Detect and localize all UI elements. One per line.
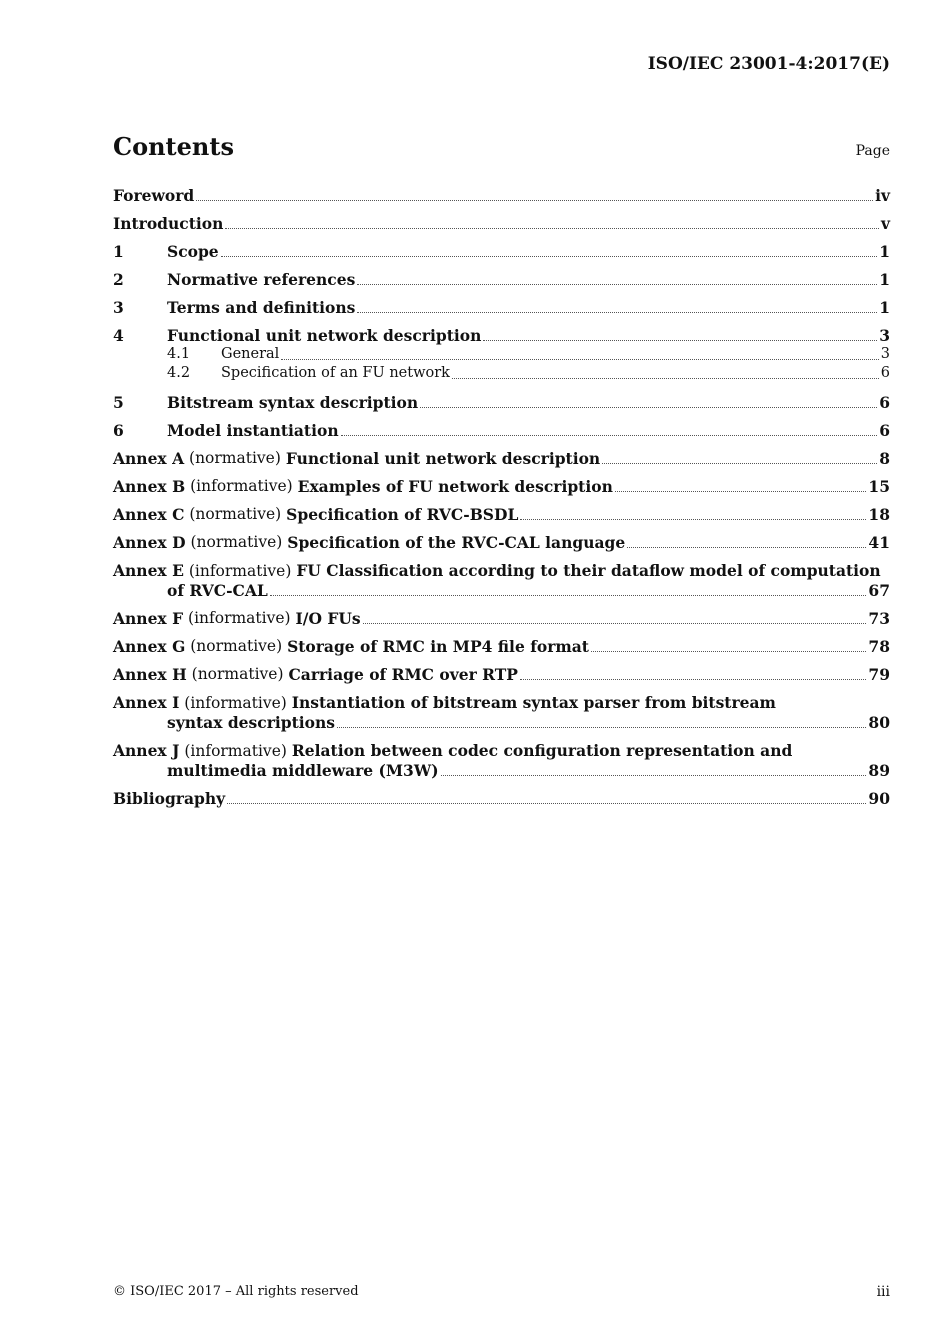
dot-leader bbox=[615, 490, 867, 492]
annex-id: Annex C bbox=[113, 505, 185, 524]
toc-entry-annex-e[interactable] bbox=[113, 561, 890, 600]
toc-entry-label: Foreword bbox=[113, 186, 195, 205]
toc-entry-annex-j[interactable] bbox=[113, 741, 890, 780]
annex-title: Storage of RMC in MP4 file format bbox=[287, 637, 589, 656]
toc-page-number: 90 bbox=[868, 789, 890, 808]
annex-id: Annex A bbox=[113, 449, 185, 468]
annex-type: (normative) bbox=[189, 449, 281, 467]
copyright-notice: © ISO/IEC 2017 – All rights reserved bbox=[113, 1284, 359, 1299]
dot-leader bbox=[483, 339, 877, 341]
annex-title: Relation between codec configuration representation and bbox=[291, 741, 793, 760]
annex-title: Specification of RVC-BSDL bbox=[286, 505, 519, 524]
section-number: 6 bbox=[113, 421, 124, 440]
annex-type: (normative) bbox=[189, 505, 282, 523]
annex-id: Annex E bbox=[113, 561, 184, 580]
annex-id: Annex I bbox=[113, 693, 180, 712]
annex-title: Specification of the RVC-CAL language bbox=[287, 533, 626, 552]
dot-leader bbox=[452, 377, 879, 379]
dot-leader bbox=[420, 406, 877, 408]
toc-page-number: 67 bbox=[868, 581, 890, 600]
annex-title: Carriage of RMC over RTP bbox=[288, 665, 518, 684]
section-number: 3 bbox=[113, 298, 124, 317]
toc-entry-label: Terms and definitions bbox=[167, 298, 356, 317]
toc-entry-foreword[interactable] bbox=[113, 186, 890, 205]
toc-entry-annex-b[interactable] bbox=[113, 477, 890, 496]
dot-leader bbox=[363, 622, 867, 624]
annex-title: FU Classification according to their dataflow model of computation bbox=[296, 561, 881, 580]
toc-entry-annex-g[interactable] bbox=[113, 637, 890, 656]
annex-id: Annex H bbox=[113, 665, 187, 684]
annex-title: I/O FUs bbox=[295, 609, 361, 628]
dot-leader bbox=[357, 311, 877, 313]
toc-entry-model-instantiation[interactable] bbox=[113, 421, 890, 440]
toc-page-number: v bbox=[880, 214, 890, 233]
section-number: 5 bbox=[113, 393, 124, 412]
toc-entry-label: Normative references bbox=[167, 270, 356, 289]
annex-id: Annex B bbox=[113, 477, 186, 496]
toc-page-number: 41 bbox=[868, 533, 890, 552]
dot-leader bbox=[337, 726, 866, 728]
annex-id: Annex G bbox=[113, 637, 186, 656]
toc-entry-label: Specification of an FU network bbox=[221, 365, 450, 381]
annex-id: Annex F bbox=[113, 609, 184, 628]
toc-page-number: 79 bbox=[868, 665, 890, 684]
annex-continuation-line bbox=[113, 761, 890, 780]
toc-entry-label: Scope bbox=[167, 242, 219, 261]
toc-page-number: 18 bbox=[868, 505, 890, 524]
toc-page-number: 1 bbox=[879, 242, 890, 261]
toc-entry-fu-network-description[interactable] bbox=[113, 326, 890, 345]
toc-page-number: 6 bbox=[879, 393, 890, 412]
dot-leader bbox=[196, 199, 873, 201]
toc-entry-annex-h[interactable] bbox=[113, 665, 890, 684]
annex-title-continuation: multimedia middleware (M3W) bbox=[167, 761, 439, 780]
annex-heading-line bbox=[113, 741, 890, 761]
toc-entry-terms-definitions[interactable] bbox=[113, 298, 890, 317]
annex-title: Instantiation of bitstream syntax parser from bitstream bbox=[291, 693, 776, 712]
annex-heading-line bbox=[113, 561, 890, 581]
dot-leader bbox=[441, 774, 867, 776]
toc-entry-annex-a[interactable] bbox=[113, 449, 890, 468]
annex-type: (informative) bbox=[184, 694, 287, 712]
page-title: Contents bbox=[113, 132, 234, 161]
annex-continuation-line bbox=[113, 713, 890, 732]
annex-title-continuation: of RVC-CAL bbox=[167, 581, 268, 600]
subsection-number: 4.1 bbox=[167, 346, 191, 362]
toc-entry-label: Model instantiation bbox=[167, 421, 339, 440]
dot-leader bbox=[627, 546, 866, 548]
toc-entry-scope[interactable] bbox=[113, 242, 890, 261]
dot-leader bbox=[357, 283, 877, 285]
dot-leader bbox=[341, 434, 878, 436]
toc-page-number: 3 bbox=[879, 326, 890, 345]
table-of-contents bbox=[113, 186, 890, 808]
toc-page-number: 78 bbox=[868, 637, 890, 656]
annex-title-continuation: syntax descriptions bbox=[167, 713, 335, 732]
toc-page-number: 6 bbox=[880, 365, 890, 381]
toc-entry-label: Introduction bbox=[113, 214, 224, 233]
toc-page-number: 89 bbox=[868, 761, 890, 780]
toc-entry-label: General bbox=[221, 346, 280, 362]
toc-entry-label: Bibliography bbox=[113, 789, 226, 808]
annex-id: Annex J bbox=[113, 741, 180, 760]
annex-heading-line bbox=[113, 693, 890, 713]
section-number: 1 bbox=[113, 242, 124, 261]
dot-leader bbox=[591, 650, 866, 652]
annex-continuation-line bbox=[113, 581, 890, 600]
toc-page-number: 1 bbox=[879, 270, 890, 289]
toc-entry-annex-f[interactable] bbox=[113, 609, 890, 628]
toc-entry-introduction[interactable] bbox=[113, 214, 890, 233]
dot-leader bbox=[221, 255, 878, 257]
annex-type: (informative) bbox=[190, 477, 293, 495]
toc-page-number: 73 bbox=[868, 609, 890, 628]
section-number: 4 bbox=[113, 326, 124, 345]
toc-page-number: 15 bbox=[868, 477, 890, 496]
toc-entry-label: Functional unit network description bbox=[167, 326, 482, 345]
annex-type: (normative) bbox=[191, 665, 284, 683]
section-number: 2 bbox=[113, 270, 124, 289]
page-column-label: Page bbox=[855, 143, 890, 159]
subsection-number: 4.2 bbox=[167, 365, 191, 381]
annex-type: (informative) bbox=[188, 562, 292, 580]
page-number: iii bbox=[876, 1284, 890, 1300]
toc-entry-annex-i[interactable] bbox=[113, 693, 890, 732]
dot-leader bbox=[270, 594, 867, 596]
toc-page-number: 8 bbox=[879, 449, 890, 468]
toc-entry-bibliography[interactable] bbox=[113, 789, 890, 808]
toc-entry-annex-c[interactable] bbox=[113, 505, 890, 524]
toc-entry-bitstream-syntax[interactable] bbox=[113, 393, 890, 412]
annex-type: (normative) bbox=[190, 637, 283, 655]
dot-leader bbox=[520, 518, 866, 520]
toc-page-number: iv bbox=[875, 186, 890, 205]
annex-title: Functional unit network description bbox=[285, 449, 601, 468]
annex-type: (normative) bbox=[190, 533, 283, 551]
dot-leader bbox=[520, 678, 866, 680]
annex-type: (informative) bbox=[184, 742, 287, 760]
annex-type: (informative) bbox=[188, 609, 291, 627]
annex-id: Annex D bbox=[113, 533, 186, 552]
toc-entry-annex-d[interactable] bbox=[113, 533, 890, 552]
toc-page-number: 6 bbox=[879, 421, 890, 440]
toc-entry-label: Bitstream syntax description bbox=[167, 393, 419, 412]
toc-entry-general[interactable] bbox=[113, 345, 890, 364]
dot-leader bbox=[225, 227, 879, 229]
toc-page-number: 80 bbox=[868, 713, 890, 732]
dot-leader bbox=[227, 802, 866, 804]
toc-page-number: 1 bbox=[879, 298, 890, 317]
toc-entry-fu-network-spec[interactable] bbox=[113, 364, 890, 383]
document-id: ISO/IEC 23001-4:2017(E) bbox=[647, 54, 890, 74]
dot-leader bbox=[281, 358, 878, 360]
annex-title: Examples of FU network description bbox=[297, 477, 613, 496]
toc-page-number: 3 bbox=[880, 346, 890, 362]
toc-entry-normative-references[interactable] bbox=[113, 270, 890, 289]
dot-leader bbox=[602, 462, 877, 464]
